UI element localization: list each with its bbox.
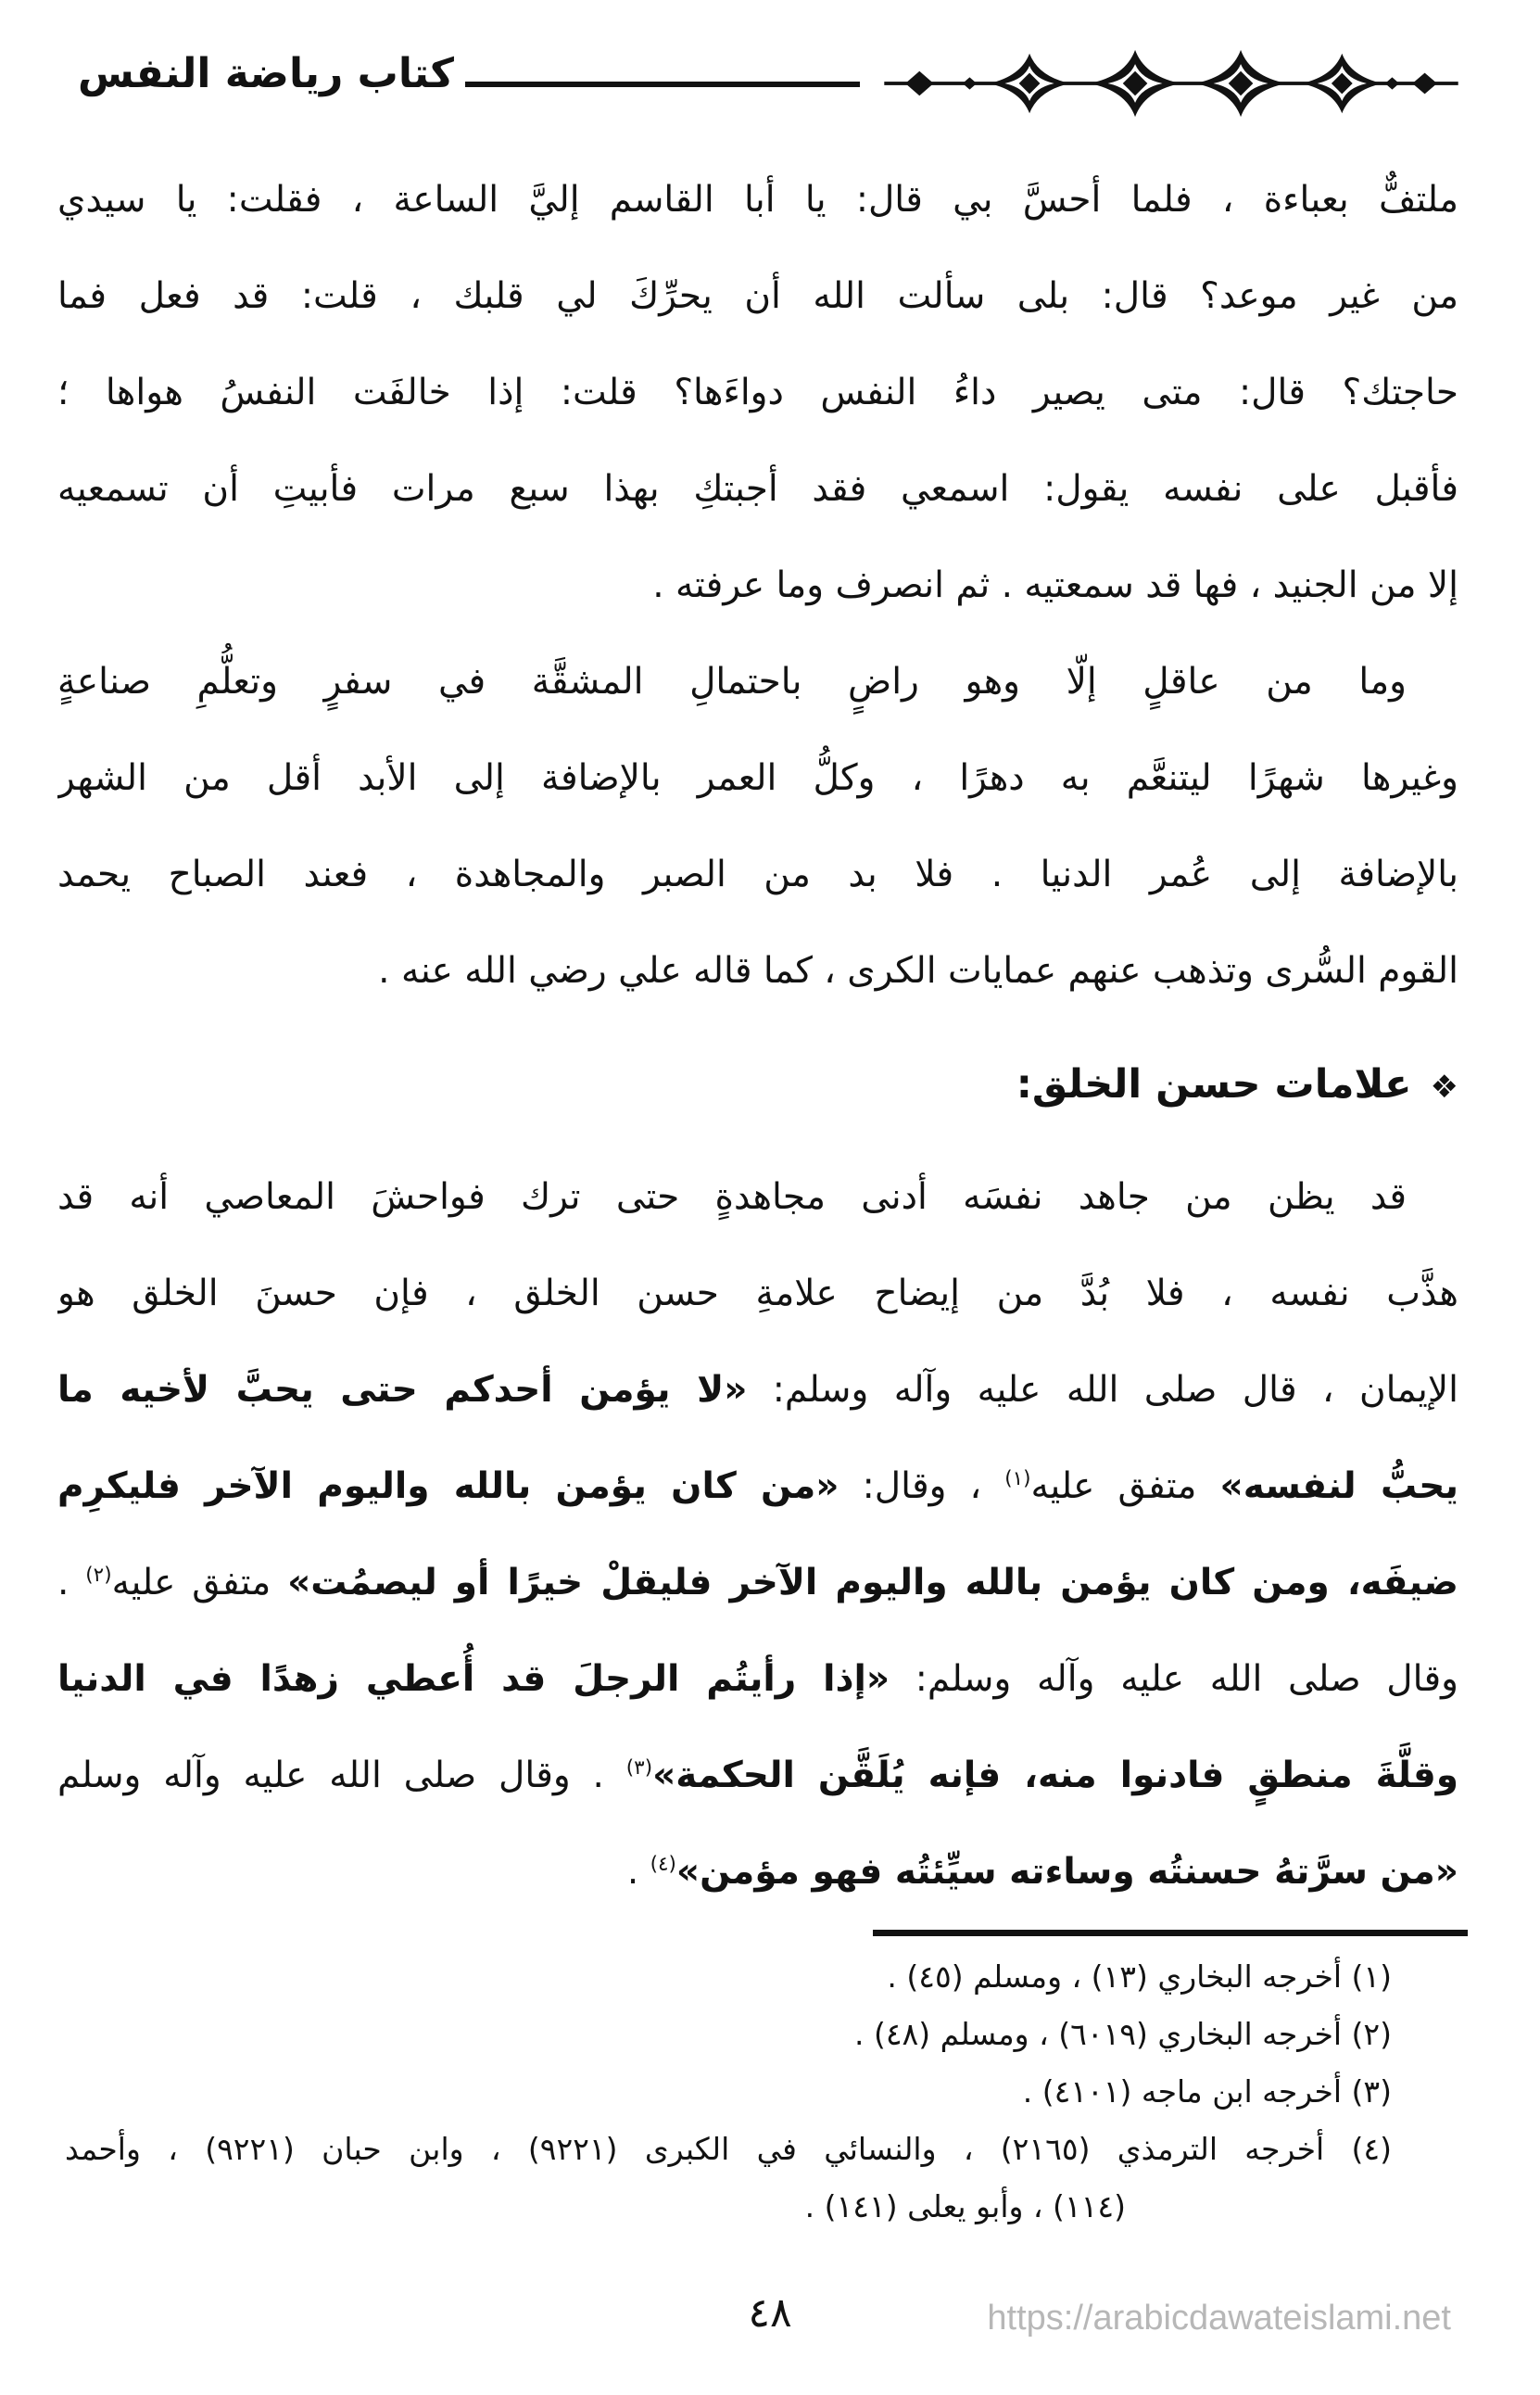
body-line bbox=[57, 634, 1458, 730]
body-line bbox=[57, 1342, 1458, 1438]
watermark-url: https://arabicdawateislami.net bbox=[987, 2299, 1451, 2338]
heading-bullet-icon: ❖ bbox=[1430, 1069, 1458, 1106]
body-line bbox=[57, 730, 1458, 827]
text-segment: . وقال صلى الله عليه وآله وسلم bbox=[57, 1755, 626, 1796]
text-segment: متفق عليه bbox=[111, 1562, 288, 1603]
text-segment: وما من عاقلٍ إلّا وهو راضٍ باحتمالِ المشقَّة في سفرٍ وتعلُّمِ صناعةٍ bbox=[57, 661, 1407, 703]
footnote-line: (١) أخرجه البخاري (١٣) ، ومسلم (٤٥) . bbox=[887, 1958, 1392, 1995]
text-segment: «لا يؤمن أحدكم حتى يحبَّ لأخيه ما bbox=[57, 1369, 748, 1411]
body-line bbox=[57, 345, 1458, 441]
body-line bbox=[57, 1246, 1458, 1342]
text-segment: وقلَّةَ منطقٍ فادنوا منه، فإنه يُلَقَّن الحكمة» bbox=[652, 1755, 1458, 1796]
text-segment: يحبُّ لنفسه» bbox=[1219, 1465, 1458, 1507]
text-segment: ملتفٌّ بعباءة ، فلما أحسَّ بي قال: يا أبا القاسم إليَّ الساعة ، فقلت: يا سيدي bbox=[57, 179, 1458, 221]
footnote-ref: (١) bbox=[1004, 1467, 1031, 1490]
body-line bbox=[57, 923, 1458, 1020]
body-line bbox=[57, 1438, 1458, 1535]
section-heading bbox=[57, 1020, 1458, 1149]
footnote-ref: (٤) bbox=[650, 1853, 676, 1876]
heading-text: علامات حسن الخلق: bbox=[1016, 1061, 1412, 1108]
text-segment: من غير موعد؟ قال: بلى سألت الله أن يحرِّكَ لي قلبك ، قلت: قد فعل فما bbox=[57, 275, 1458, 317]
page-body bbox=[57, 152, 1458, 1920]
body-line bbox=[57, 1824, 1458, 1920]
text-segment: إلا من الجنيد ، فها قد سمعتيه . ثم انصرف وما عرفته . bbox=[652, 564, 1458, 606]
text-segment: . bbox=[626, 1851, 650, 1893]
text-segment: متفق عليه bbox=[1030, 1465, 1220, 1507]
text-segment: «إذا رأيتُم الرجلَ قد أُعطي زهدًا في الدنيا bbox=[57, 1658, 890, 1700]
header-rule bbox=[465, 82, 860, 87]
body-line bbox=[57, 827, 1458, 923]
body-line bbox=[57, 1631, 1458, 1728]
footnote-ref: (٣) bbox=[625, 1756, 653, 1780]
header-ornament-icon bbox=[869, 48, 1473, 119]
text-segment: الإيمان ، قال صلى الله عليه وآله وسلم: bbox=[747, 1369, 1458, 1411]
text-segment: هذَّب نفسه ، فلا بُدَّ من إيضاح علامةِ حسن الخلق ، فإن حسنَ الخلق هو bbox=[57, 1273, 1458, 1314]
text-segment: بالإضافة إلى عُمر الدنيا . فلا بد من الصبر والمجاهدة ، فعند الصباح يحمد bbox=[57, 854, 1458, 895]
body-line bbox=[57, 538, 1458, 634]
text-segment: «من سرَّتهُ حسنتُه وساءته سيِّئتُه فهو مؤمن» bbox=[675, 1851, 1458, 1893]
text-segment: قد يظن من جاهد نفسَه أدنى مجاهدةٍ حتى ترك فواحشَ المعاصي أنه قد bbox=[57, 1176, 1407, 1218]
text-segment: ضيفَه، ومن كان يؤمن بالله واليوم الآخر فليقلْ خيرًا أو ليصمُت» bbox=[287, 1562, 1458, 1603]
footnotes bbox=[65, 1948, 1392, 2236]
body-line bbox=[57, 248, 1458, 345]
text-segment: فأقبل على نفسه يقول: اسمعي فقد أجبتكِ بهذا سبع مرات فأبيتِ أن تسمعيه bbox=[57, 468, 1458, 510]
text-segment: . bbox=[57, 1562, 86, 1603]
footnote-line: (٢) أخرجه البخاري (٦٠١٩) ، ومسلم (٤٨) . bbox=[853, 2016, 1392, 2052]
footnote-line: (٤) أخرجه الترمذي (٢١٦٥) ، والنسائي في الكبرى (٩٢٢١) ، وابن حبان (٩٢٢١) ، وأحمد bbox=[65, 2131, 1392, 2167]
body-line bbox=[57, 152, 1458, 248]
text-segment: وغيرها شهرًا ليتنعَّم به دهرًا ، وكلُّ العمر بالإضافة إلى الأبد أقل من الشهر bbox=[57, 757, 1458, 799]
running-header-book-title: كتاب رياضة النفس bbox=[78, 50, 454, 97]
text-segment: «من كان يؤمن بالله واليوم الآخر فليكرِم bbox=[57, 1465, 839, 1507]
text-segment: حاجتك؟ قال: متى يصير داءُ النفس دواءَها؟ قلت: إذا خالفَت النفسُ هواها ؛ bbox=[57, 372, 1458, 413]
body-line bbox=[57, 1535, 1458, 1631]
body-line bbox=[57, 1149, 1458, 1246]
footnote-line: (٣) أخرجه ابن ماجه (٤١٠١) . bbox=[1022, 2073, 1392, 2110]
footnote-separator bbox=[873, 1930, 1468, 1936]
footnote-ref: (٢) bbox=[85, 1564, 112, 1587]
page-number: ٤٨ bbox=[748, 2289, 792, 2337]
text-segment: القوم السُّرى وتذهب عنهم عمايات الكرى ، كما قاله علي رضي الله عنه . bbox=[378, 950, 1458, 992]
text-segment: وقال صلى الله عليه وآله وسلم: bbox=[890, 1658, 1458, 1700]
body-line bbox=[57, 1728, 1458, 1824]
text-segment: ، وقال: bbox=[839, 1465, 1005, 1507]
footnote-line: (١١٤) ، وأبو يعلى (١٤١) . bbox=[804, 2188, 1126, 2224]
body-line bbox=[57, 441, 1458, 538]
